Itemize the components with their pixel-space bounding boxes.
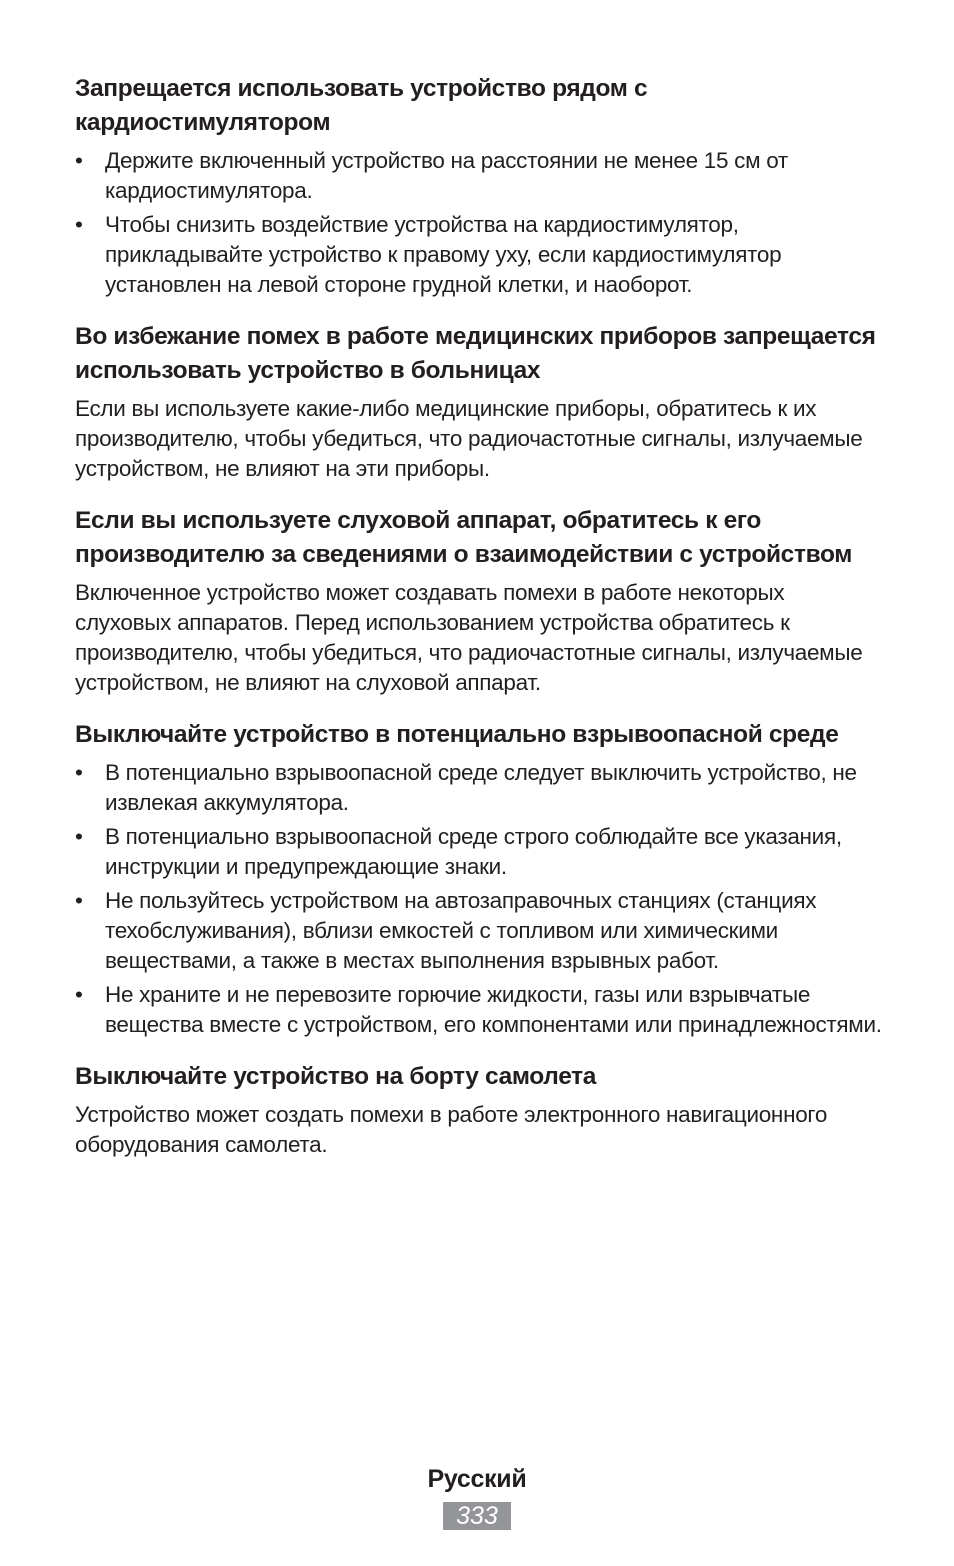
bullet-icon: • (75, 888, 83, 913)
bullet-icon: • (75, 760, 83, 785)
bullet-text: Чтобы снизить воздействие устройства на кардиостимулятор, прикладывайте устройство к правому уху, если кардиостимулятор установлен на левой стороне грудной клетки, и наоборот. (105, 212, 782, 297)
bullet-text: Не пользуйтесь устройством на автозаправочных станциях (станциях техобслуживания), вблизи емкостей с топливом или химическими веществами, а также в местах выполнения взрывных работ. (105, 888, 817, 973)
bullet-text: Не храните и не перевозите горючие жидкости, газы или взрывчатые вещества вместе с устройством, его компонентами или принадлежностями. (105, 982, 882, 1037)
section-heading: Выключайте устройство на борту самолета (75, 1063, 597, 1090)
footer-language: Русский (427, 1465, 527, 1493)
bullet-text: Держите включенный устройство на расстоянии не менее 15 см от кардиостимулятора. (105, 148, 788, 203)
bullet-list (75, 146, 885, 300)
bullet-icon: • (75, 982, 83, 1007)
list-item (75, 980, 885, 1040)
list-item (75, 146, 885, 206)
section-heading: Выключайте устройство в потенциально взрывоопасной среде (75, 721, 839, 748)
section-medical-devices (75, 320, 885, 484)
bullet-icon: • (75, 212, 83, 237)
list-item (75, 210, 885, 300)
bullet-text: В потенциально взрывоопасной среде строго соблюдайте все указания, инструкции и предупреждающие знаки. (105, 824, 842, 879)
section-heading: Запрещается использовать устройство рядом с кардиостимулятором (75, 75, 648, 136)
document-body (75, 72, 885, 1180)
section-aircraft (75, 1060, 885, 1160)
section-paragraph: Устройство может создать помехи в работе электронного навигационного оборудования самолета. (75, 1102, 828, 1157)
page-footer (0, 1462, 954, 1530)
bullet-icon: • (75, 148, 83, 173)
section-heading: Если вы используете слуховой аппарат, обратитесь к его производителю за сведениями о взаимодействии с устройством (75, 507, 853, 568)
list-item (75, 886, 885, 976)
section-hearing-aid (75, 504, 885, 698)
section-heading: Во избежание помех в работе медицинских приборов запрещается использовать устройство в больницах (75, 323, 876, 384)
section-pacemaker (75, 72, 885, 300)
list-item (75, 758, 885, 818)
page-number-badge: 333 (443, 1502, 511, 1530)
bullet-icon: • (75, 824, 83, 849)
bullet-list (75, 758, 885, 1040)
bullet-text: В потенциально взрывоопасной среде следует выключить устройство, не извлекая аккумулятора. (105, 760, 857, 815)
list-item (75, 822, 885, 882)
section-explosive-environment (75, 718, 885, 1040)
section-paragraph: Если вы используете какие-либо медицинские приборы, обратитесь к их производителю, чтобы убедиться, что радиочастотные сигналы, излучаемые устройством, не влияют на эти приборы. (75, 396, 863, 481)
section-paragraph: Включенное устройство может создавать помехи в работе некоторых слуховых аппаратов. Перед использованием устройства обратитесь к производителю, чтобы убедиться, что радиочастотные сигналы, излучаемые устройством, не влияют на слуховой аппарат. (75, 580, 863, 695)
